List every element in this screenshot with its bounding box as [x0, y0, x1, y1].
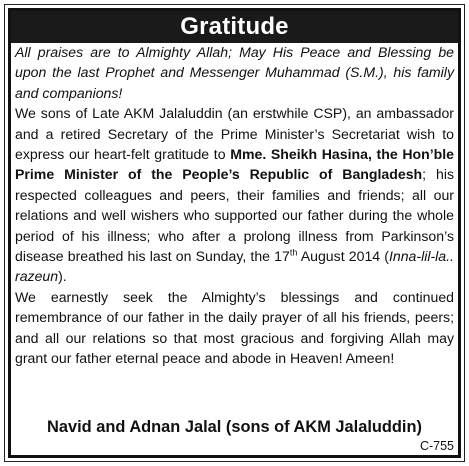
gratitude-notice	[4, 4, 465, 462]
intro-paragraph: All praises are to Almighty Allah; May His Peace and Blessing be upon the last Prophet and Messenger Muhammad (S.M.), his family and companions!	[15, 44, 454, 101]
gratitude-text-1: We sons of Late AKM Jalaluddin (an erstwhile CSP), an ambassador and a retired Secretary of the Prime Minister’s Secretariat wish to express our heart-felt gratitude to	[15, 105, 454, 163]
prayer-phrase: Inna-lil-la.. razeun	[15, 248, 454, 285]
notice-body	[15, 42, 454, 369]
gratitude-paragraph	[15, 103, 454, 287]
notice-code: C-755	[419, 439, 454, 453]
signature-line: Navid and Adnan Jalal (sons of AKM Jalaluddin)	[47, 418, 422, 436]
prayer-paragraph: We earnestly seek the Almighty’s blessings and continued remembrance of our father in the daily prayer of all his friends, peers; and all our relations so that most gracious and forgiving Allah may grant our father eternal peace and abode in Heaven! Ameen!	[15, 288, 454, 367]
gratitude-text-3: August 2014 (	[297, 248, 389, 265]
recipient-name: Mme. Sheikh Hasina, the Hon’ble Prime Minister of the People’s Republic of Bangladesh	[15, 146, 454, 183]
gratitude-text-4: ).	[58, 268, 67, 285]
notice-title: Gratitude	[11, 11, 458, 43]
date-ordinal-suffix: th	[289, 247, 298, 258]
gratitude-text-2: ; his respected colleagues and peers, their families and friends; all our relations and well wishers who supported our father during the whole period of his illness; who after a prolong illness from Parkinson’s disease breathed his last on Sunday, the 17	[15, 166, 454, 265]
